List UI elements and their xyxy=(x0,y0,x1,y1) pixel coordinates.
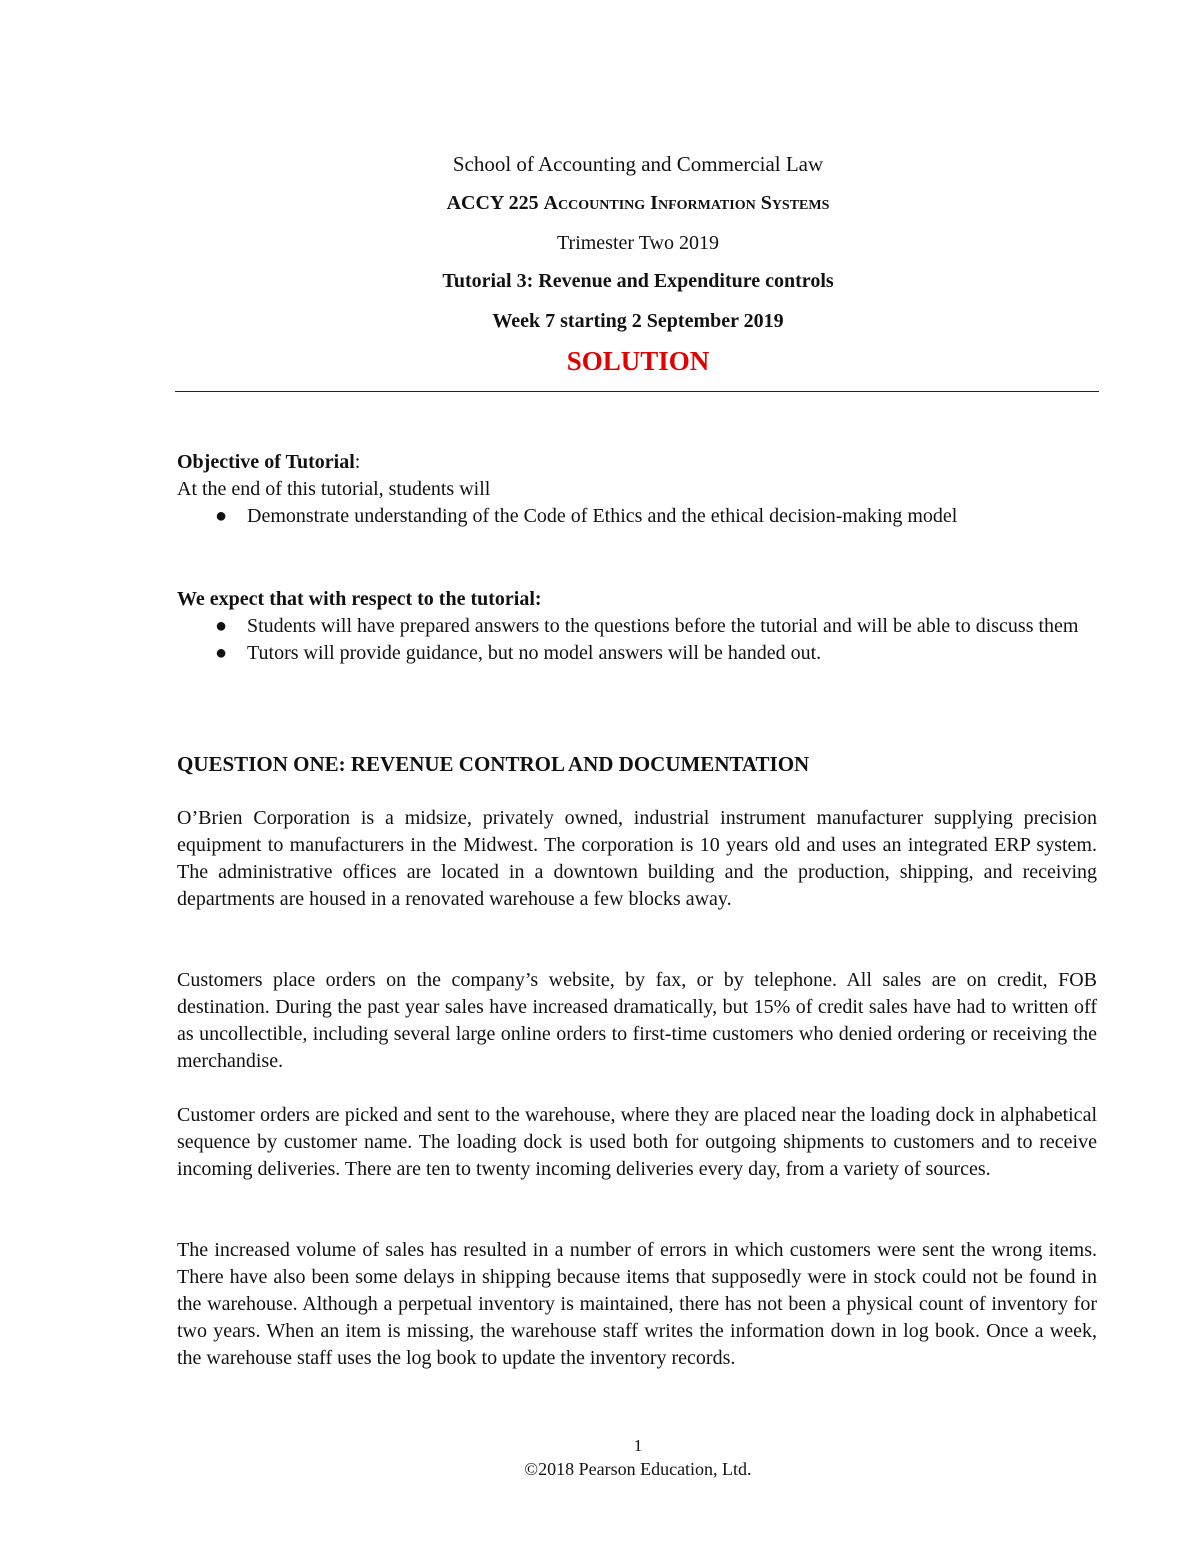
bullet-icon: ● xyxy=(215,642,228,664)
expectations-section xyxy=(177,586,1097,667)
list-item: ● Students will have prepared answers to the questions before the tutorial and will be able to discuss them xyxy=(177,613,1097,640)
header-divider xyxy=(175,391,1099,392)
week-label: Week 7 starting 2 September 2019 xyxy=(492,310,784,332)
list-item: ● Demonstrate understanding of the Code of Ethics and the ethical decision-making model xyxy=(177,503,1097,530)
course-name: Accounting Information Systems xyxy=(543,192,830,214)
question-one-heading: QUESTION ONE: REVENUE CONTROL AND DOCUMENTATION xyxy=(177,752,810,776)
expectations-list xyxy=(177,613,1097,667)
objective-intro: At the end of this tutorial, students will xyxy=(177,478,491,500)
tutorial-title: Tutorial 3: Revenue and Expenditure controls xyxy=(442,270,834,292)
copyright-notice: ©2018 Pearson Education, Ltd. xyxy=(524,1459,752,1479)
question-paragraph: Customer orders are picked and sent to the warehouse, where they are placed near the loading dock in alphabetical sequence by customer name. The loading dock is used both for outgoing shipments to customers and to receive incoming deliveries. There are ten to twenty incoming deliveries every day, from a variety of sources. xyxy=(177,1104,1097,1180)
term-label: Trimester Two 2019 xyxy=(557,232,719,254)
objective-heading: Objective of Tutorial: xyxy=(177,451,361,473)
course-title xyxy=(0,192,1200,215)
question-paragraph: O’Brien Corporation is a midsize, privately owned, industrial instrument manufacturer supplying precision equipment to manufacturers in the Midwest. The corporation is 10 years old and uses an integrated ERP system. The administrative offices are located in a downtown building and the production, shipping, and receiving departments are housed in a renovated warehouse a few blocks away. xyxy=(177,807,1097,910)
objective-list xyxy=(177,503,1097,530)
bullet-icon: ● xyxy=(215,505,228,527)
list-item: ● Tutors will provide guidance, but no model answers will be handed out. xyxy=(177,640,1097,667)
question-paragraph: The increased volume of sales has resulted in a number of errors in which customers were sent the wrong items. There have also been some delays in shipping because items that supposedly were in stock could not be found in the warehouse. Although a perpetual inventory is maintained, there has not been a physical count of inventory for two years. When an item is missing, the warehouse staff writes the information down in log book. Once a week, the warehouse staff uses the log book to update the inventory records. xyxy=(177,1239,1097,1369)
course-code: ACCY 225 xyxy=(446,192,539,214)
bullet-icon: ● xyxy=(215,615,228,637)
school-name: School of Accounting and Commercial Law xyxy=(452,152,824,176)
objective-section xyxy=(177,449,1097,530)
page-number: 1 xyxy=(633,1436,643,1455)
expectations-heading: We expect that with respect to the tutorial: xyxy=(177,588,542,610)
solution-label: SOLUTION xyxy=(566,346,710,376)
question-paragraph: Customers place orders on the company’s website, by fax, or by telephone. All sales are on credit, FOB destination. During the past year sales have increased dramatically, but 15% of credit sales have had to written off as uncollectible, including several large online orders to first-time customers who denied ordering or receiving the merchandise. xyxy=(177,969,1097,1072)
